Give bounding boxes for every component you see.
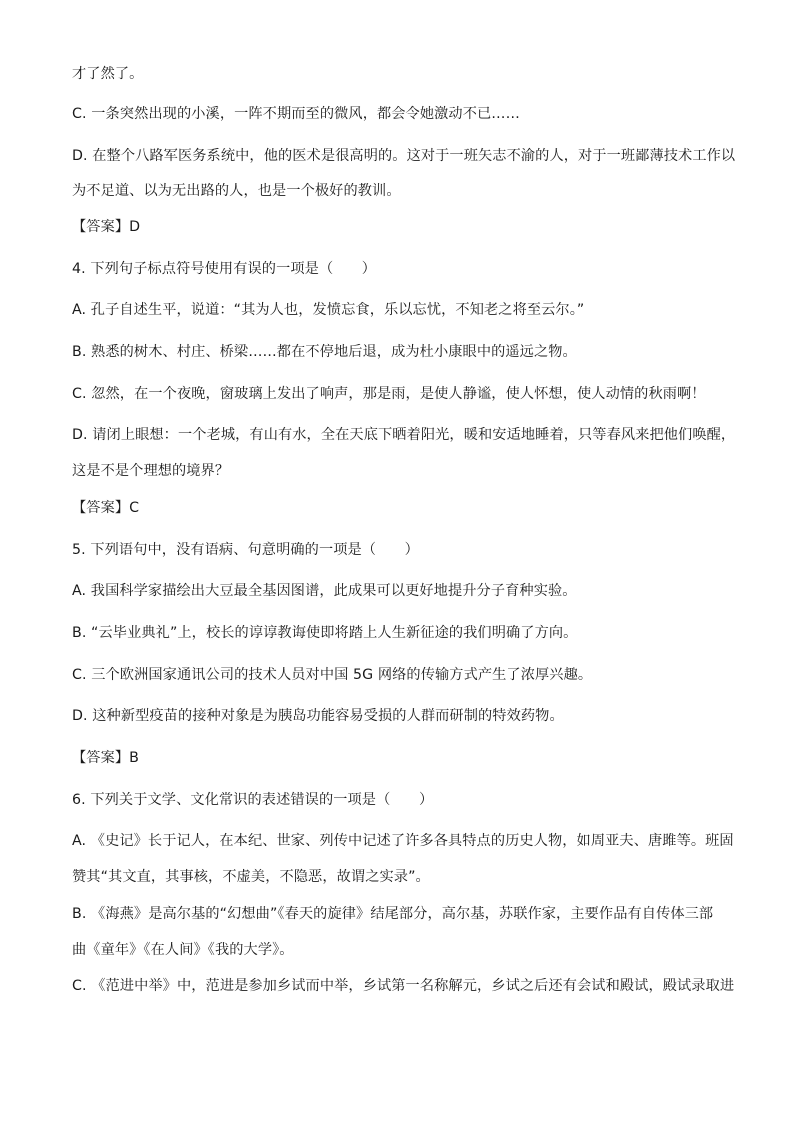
- option-line: D. 在整个八路军医务系统中，他的医术是很高明的。这对于一班矢志不渝的人，对于一班鄙薄技术工作以: [72, 148, 736, 164]
- option-line: B. 《海燕》是高尔基的“幻想曲”《春天的旋律》结尾部分，高尔基，苏联作家，主要作品有自传体三部: [72, 906, 714, 922]
- answer-line: [72, 498, 736, 518]
- answer-value: C: [129, 500, 140, 516]
- option-line: A. 孔子自述生平，说道：“其为人也，发愤忘食，乐以忘忧，不知老之将至云尔。”: [72, 302, 585, 318]
- question-title: 5. 下列语句中，没有语病、句意明确的一项是（ ）: [72, 542, 419, 558]
- text-line: 曲《童年》《在人间》《我的大学》。: [72, 942, 294, 958]
- option-line: A. 《史记》长于记人，在本纪、世家、列传中记述了许多各具特点的历史人物，如周亚夫、唐雎等。班固: [72, 833, 734, 849]
- answer-tag: 【答案】: [72, 219, 130, 235]
- option-line: A. 我国科学家描绘出大豆最全基因图谱，此成果可以更好地提升分子育种实验。: [72, 583, 577, 599]
- answer-value: B: [129, 750, 139, 766]
- option-line: C. 忽然，在一个夜晚，窗玻璃上发出了响声，那是雨，是使人静谧，使人怀想，使人动情的秋雨啊！: [72, 386, 706, 402]
- option-line: B. “云毕业典礼”上，校长的谆谆教诲使即将踏上人生新征途的我们明确了方向。: [72, 625, 578, 641]
- answer-value: D: [129, 219, 141, 235]
- answer-line: [72, 217, 736, 237]
- text-line: 赞其“其文直，其事核，不虚美，不隐恶，故谓之实录”。: [72, 869, 430, 885]
- question-title: 4. 下列句子标点符号使用有误的一项是（ ）: [72, 261, 377, 277]
- answer-line: [72, 748, 736, 768]
- text-line: 为不足道、以为无出路的人，也是一个极好的教训。: [72, 183, 401, 199]
- text-line: 这是不是个理想的境界？: [72, 463, 230, 479]
- option-line: C. 一条突然出现的小溪，一阵不期而至的微风，都会令她激动不已……: [72, 106, 520, 122]
- option-line: D. 这种新型疫苗的接种对象是为胰岛功能容易受损的人群而研制的特效药物。: [72, 708, 564, 724]
- answer-tag: 【答案】: [72, 500, 130, 516]
- option-line: C. 《范进中举》中，范进是参加乡试而中举，乡试第一名称解元，乡试之后还有会试和殿试，殿试录取进: [72, 978, 735, 994]
- text-line: 才了然了。: [72, 66, 144, 82]
- option-line: B. 熟悉的树木、村庄、桥梁……都在不停地后退，成为杜小康眼中的遥远之物。: [72, 344, 577, 360]
- option-line: D. 请闭上眼想：一个老城，有山有水，全在天底下晒着阳光，暖和安适地睡着，只等春风来把他们唤醒，: [72, 427, 736, 443]
- question-title: 6. 下列关于文学、文化常识的表述错误的一项是（ ）: [72, 792, 434, 808]
- answer-tag: 【答案】: [72, 750, 130, 766]
- option-line: C. 三个欧洲国家通讯公司的技术人员对中国 5G 网络的传输方式产生了浓厚兴趣。: [72, 667, 593, 683]
